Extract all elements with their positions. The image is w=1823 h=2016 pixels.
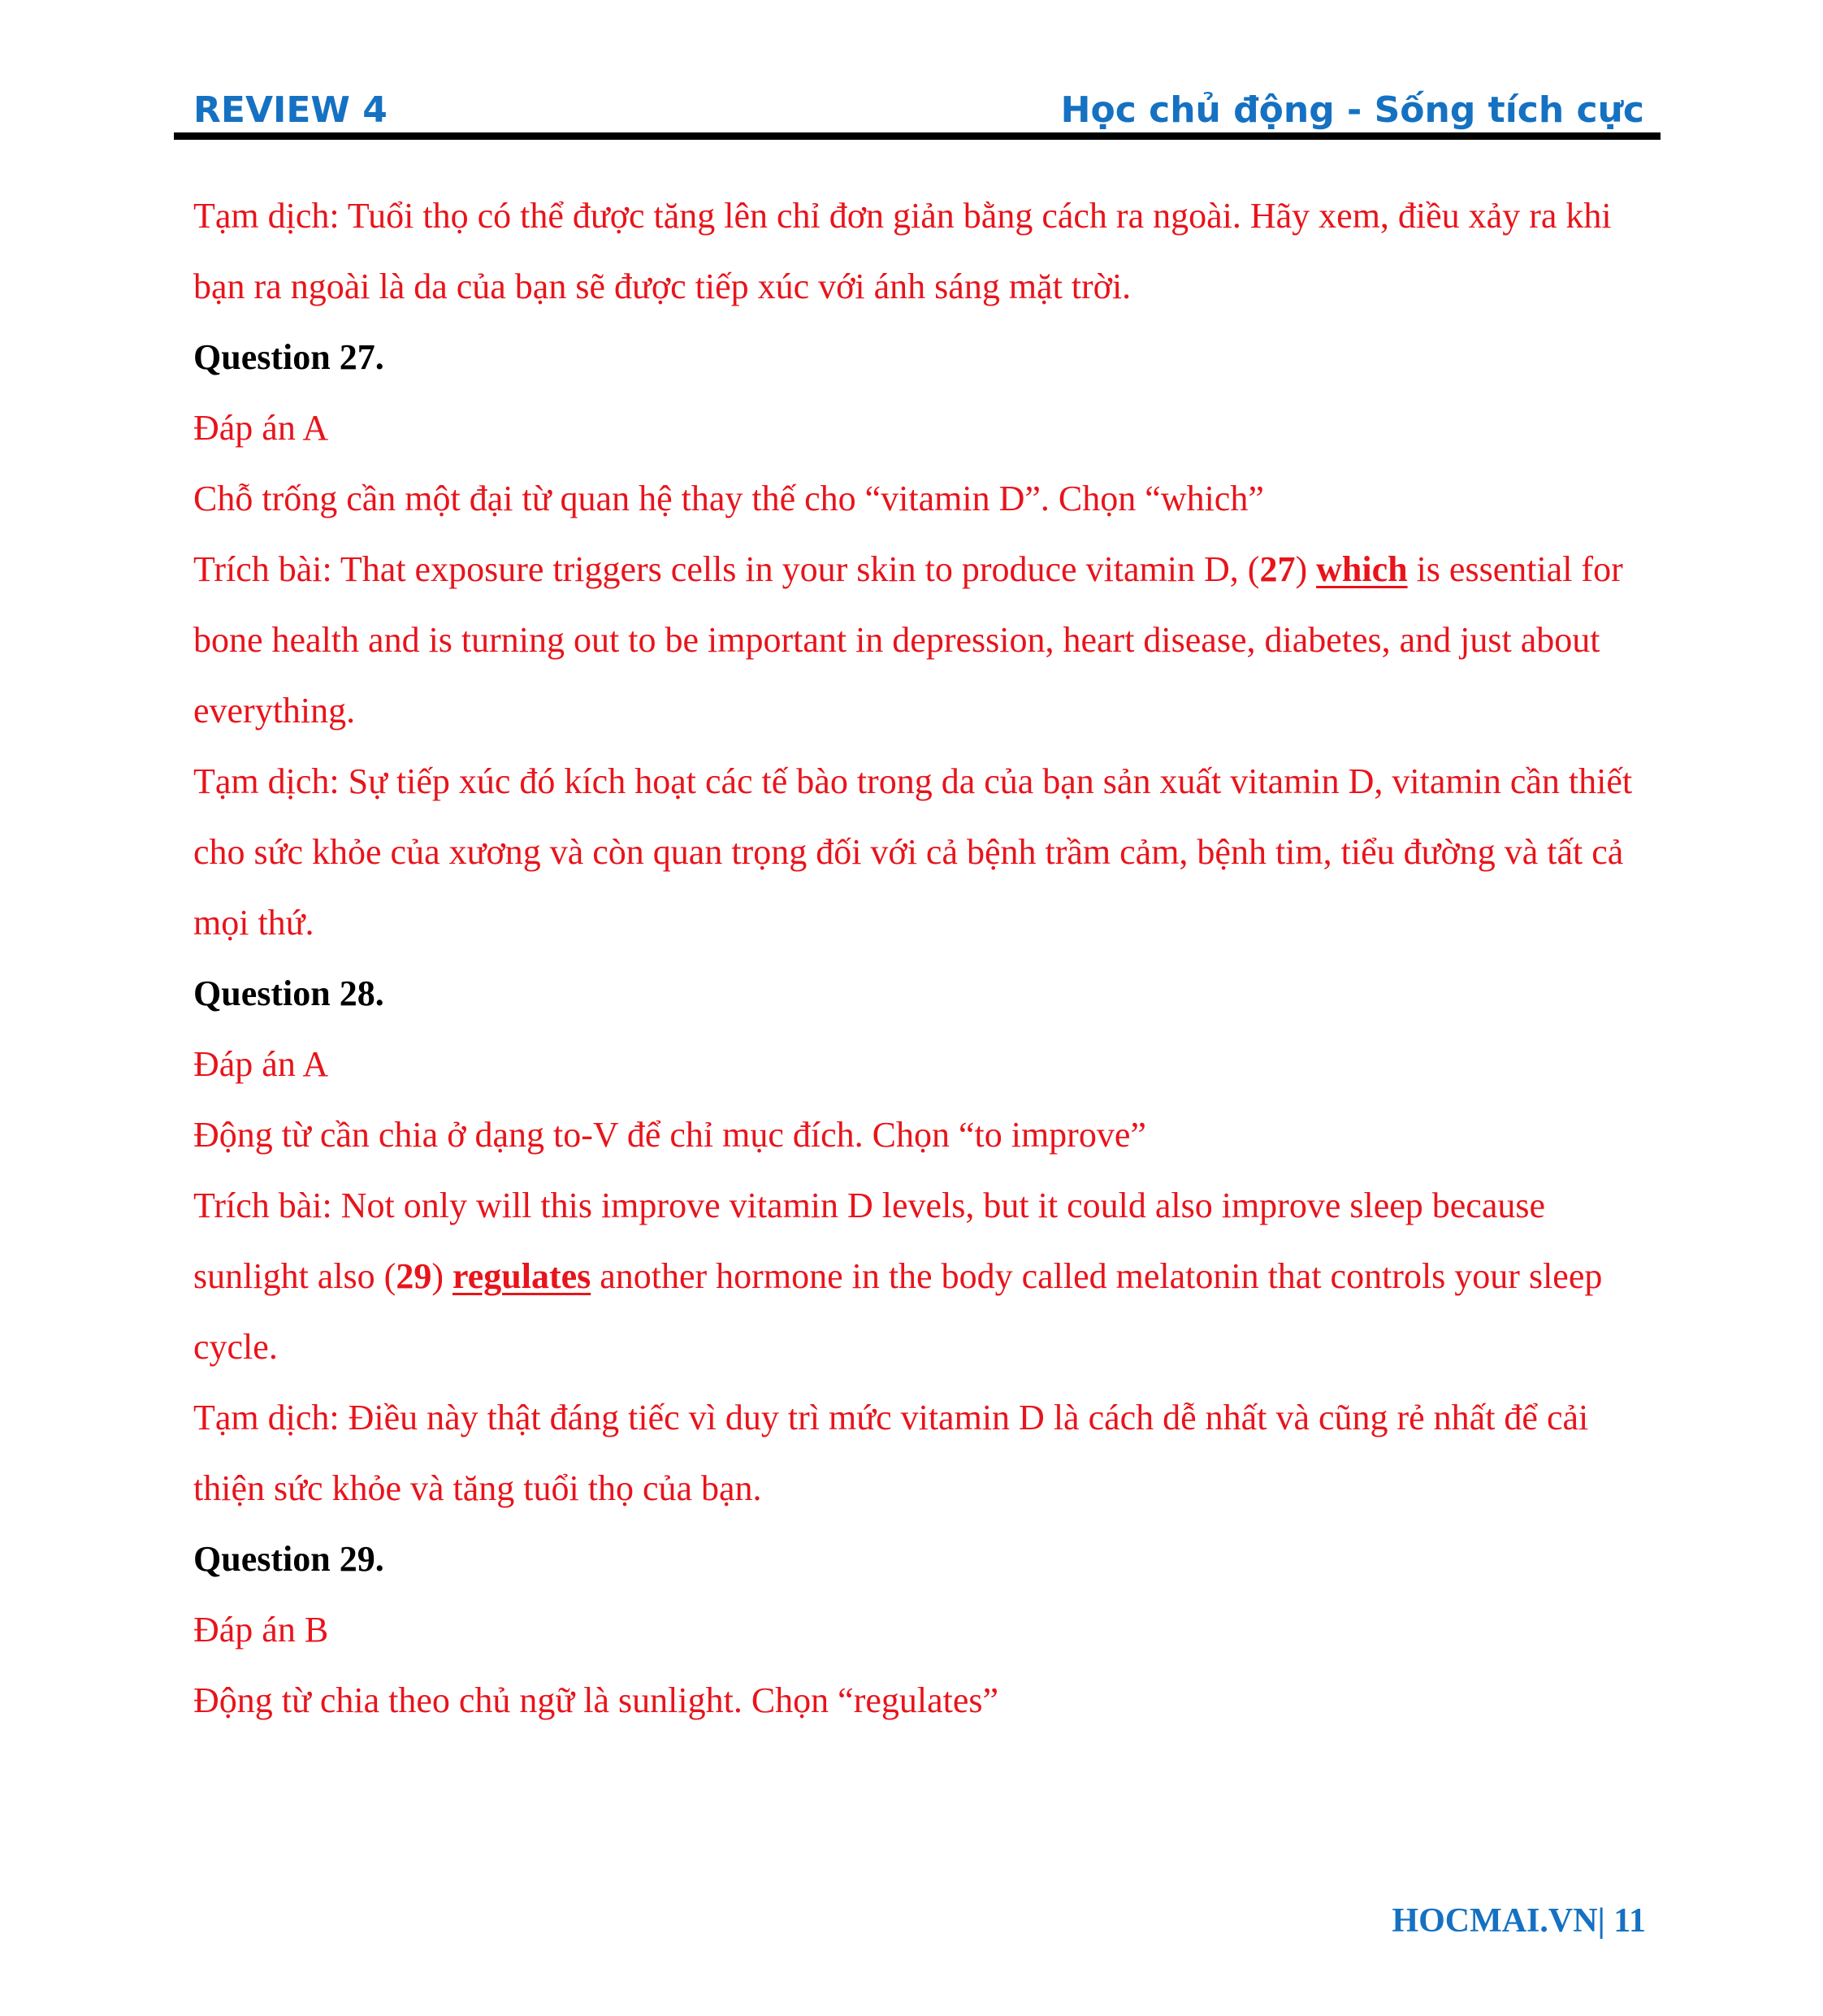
q27-answer: Đáp án A xyxy=(193,408,329,448)
q27-excerpt-mid: ) xyxy=(1295,549,1317,589)
q28-translation: Tạm dịch: Điều này thật đáng tiếc vì duy trì mức vitamin D là cách dễ nhất và cũng rẻ nhất để cải thiện sức khỏe và tăng tuổi thọ của bạn. xyxy=(193,1398,1589,1508)
q27-heading: Question 27. xyxy=(193,337,384,377)
page-body xyxy=(193,180,1648,1736)
q27-answer-word: which xyxy=(1316,549,1408,589)
q27-excerpt-after: is essential for bone health and is turning out to be important in depression, heart disease, diabetes, and just about everything. xyxy=(193,549,1623,731)
q28-explanation: Động từ cần chia ở dạng to-V để chỉ mục đích. Chọn “to improve” xyxy=(193,1115,1146,1155)
q26-translation: Tạm dịch: Tuổi thọ có thể được tăng lên chỉ đơn giản bằng cách ra ngoài. Hãy xem, điều xảy ra khi bạn ra ngoài là da của bạn sẽ được tiếp xúc với ánh sáng mặt trời. xyxy=(193,196,1612,306)
q27-blank-number: 27 xyxy=(1259,549,1296,589)
q27-excerpt-before: Trích bài: That exposure triggers cells in your skin to produce vitamin D, ( xyxy=(193,549,1260,589)
q29-answer: Đáp án B xyxy=(193,1610,329,1650)
q28-answer-word: regulates xyxy=(452,1256,591,1296)
q28-excerpt-mid: ) xyxy=(431,1256,453,1296)
q28-excerpt xyxy=(193,1170,1648,1382)
q27-excerpt xyxy=(193,534,1648,746)
q29-explanation: Động từ chia theo chủ ngữ là sunlight. Chọn “regulates” xyxy=(193,1680,999,1720)
q28-heading: Question 28. xyxy=(193,973,384,1013)
page-header xyxy=(174,88,1661,133)
q28-blank-number: 29 xyxy=(396,1256,432,1296)
q27-explanation: Chỗ trống cần một đại từ quan hệ thay thế cho “vitamin D”. Chọn “which” xyxy=(193,479,1264,518)
q27-translation: Tạm dịch: Sự tiếp xúc đó kích hoạt các tế bào trong da của bạn sản xuất vitamin D, vitamin cần thiết cho sức khỏe của xương và còn quan trọng đối với cả bệnh trầm cảm, bệnh tim, tiểu đường và tất cả mọi thứ. xyxy=(193,761,1633,943)
q28-excerpt-after: another hormone in the body called melatonin that controls your sleep cycle. xyxy=(193,1256,1603,1367)
q29-heading: Question 29. xyxy=(193,1539,384,1579)
header-divider xyxy=(174,132,1661,140)
q28-excerpt-before: Trích bài: Not only will this improve vitamin D levels, but it could also improve sleep because sunlight also ( xyxy=(193,1186,1546,1296)
header-title: REVIEW 4 xyxy=(193,89,388,131)
header-slogan: Học chủ động - Sống tích cực xyxy=(1060,89,1644,131)
q28-answer: Đáp án A xyxy=(193,1044,329,1084)
page-footer: HOCMAI.VN| 11 xyxy=(1392,1902,1646,1940)
